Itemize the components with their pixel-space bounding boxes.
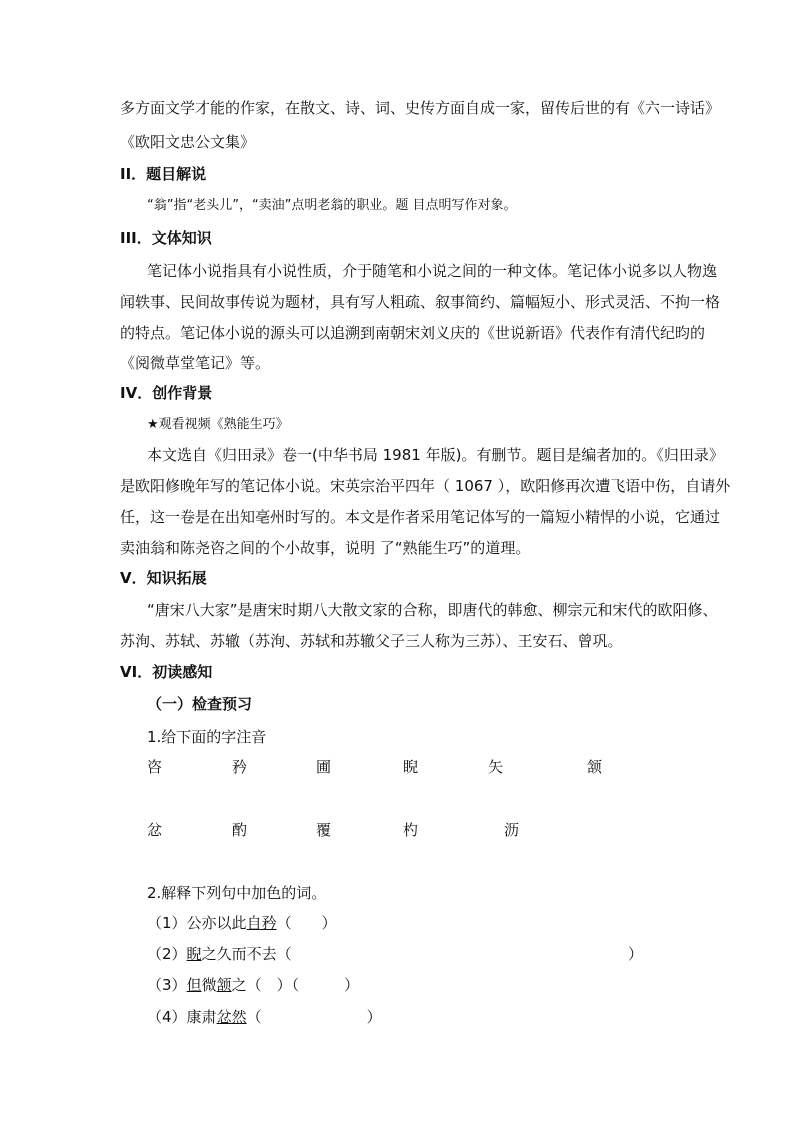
highlighted-word: 颔	[216, 976, 232, 994]
answer-blank[interactable]: （ ）	[276, 914, 337, 932]
highlighted-word: 自矜	[246, 914, 277, 932]
char-item: 颔	[587, 758, 603, 776]
section-heading-title-explanation: II．题目解说	[120, 165, 207, 183]
answer-blank[interactable]: （ ）	[246, 1008, 382, 1026]
highlighted-word: 但	[186, 976, 202, 994]
char-item: 酌	[232, 821, 248, 839]
item-text: 之久而不去（	[201, 945, 292, 963]
genre-line-2: 闻轶事、民间故事传说为题材，具有写人粗疏、叙事简约、篇幅短小、形式灵活、不拘一格	[120, 293, 721, 311]
question-1: 1.给下面的字注音	[147, 728, 267, 746]
genre-line-4: 《阅微草堂笔记》等。	[120, 354, 271, 372]
answer-blank[interactable]: 之（ ）（ ）	[231, 976, 360, 994]
char-item: 沥	[504, 821, 520, 839]
char-item: 矢	[488, 758, 504, 776]
highlighted-word: 睨	[186, 945, 202, 963]
exercise-item-3	[147, 975, 359, 995]
subheading-preview-check: （一）检查预习	[147, 695, 253, 713]
exercise-item-1	[147, 913, 337, 933]
exercise-item-4	[147, 1007, 382, 1027]
item-number: （4）	[147, 1008, 187, 1026]
genre-line-3: 的特点。笔记体小说的源头可以追溯到南朝宋刘义庆的《世说新语》代表作有清代纪昀的	[120, 324, 706, 342]
section-heading-genre: III．文体知识	[120, 229, 212, 247]
video-link[interactable]: ★观看视频《熟能生巧》	[147, 417, 289, 432]
background-line-3: 任，这一卷是在出知亳州时写的。本文是作者采用笔记体写的一篇短小精悍的小说，它通过	[120, 508, 721, 526]
item-text: 微	[201, 976, 217, 994]
item-number: （1）	[147, 914, 187, 932]
genre-line-1: 笔记体小说指具有小说性质，介于随笔和小说之间的一种文体。笔记体小说多以人物逸	[147, 262, 718, 280]
section-heading-extension: V．知识拓展	[120, 569, 207, 587]
char-item: 咨	[147, 758, 163, 776]
intro-line-2: 《欧阳文忠公文集》	[120, 133, 256, 151]
exercise-item-2	[147, 944, 292, 964]
item-number: （2）	[147, 945, 187, 963]
answer-blank-close: ）	[628, 945, 644, 963]
title-explanation-text: “翁”指“老头儿”，“卖油”点明老翁的职业。题 目点明写作对象。	[147, 198, 517, 213]
background-line-4: 卖油翁和陈尧咨之间的个小故事，说明 了“熟能生巧”的道理。	[120, 539, 531, 557]
char-item: 覆	[316, 821, 332, 839]
char-item: 忿	[147, 821, 163, 839]
section-heading-first-reading: VI．初读感知	[120, 663, 213, 681]
char-item: 圃	[316, 758, 332, 776]
highlighted-word: 忿然	[216, 1008, 247, 1026]
intro-line-1: 多方面文学才能的作家，在散文、诗、词、史传方面自成一家，留传后世的有《六一诗话》	[120, 99, 721, 117]
char-item: 睨	[403, 758, 419, 776]
section-heading-background: IV．创作背景	[120, 384, 213, 402]
background-line-2: 是欧阳修晚年写的笔记体小说。宋英宗治平四年（ 1067 ），欧阳修再次遭飞语中伤，自请外	[120, 477, 731, 495]
char-item: 矜	[232, 758, 248, 776]
item-text: 公亦以此	[186, 914, 247, 932]
char-item: 杓	[403, 821, 419, 839]
extension-line-2: 苏洵、苏轼、苏辙（苏洵、苏轼和苏辙父子三人称为三苏）、王安石、曾巩。	[120, 632, 623, 650]
item-number: （3）	[147, 976, 187, 994]
question-2: 2.解释下列句中加色的词。	[147, 884, 327, 902]
item-text: 康肃	[186, 1008, 217, 1026]
background-line-1: 本文选自《归田录》卷一(中华书局 1981 年版)。有删节。题目是编者加的。《归田录》	[147, 446, 724, 464]
extension-line-1: “唐宋八大家”是唐宋时期八大散文家的合称，即唐代的韩愈、柳宗元和宋代的欧阳修、	[147, 601, 718, 619]
